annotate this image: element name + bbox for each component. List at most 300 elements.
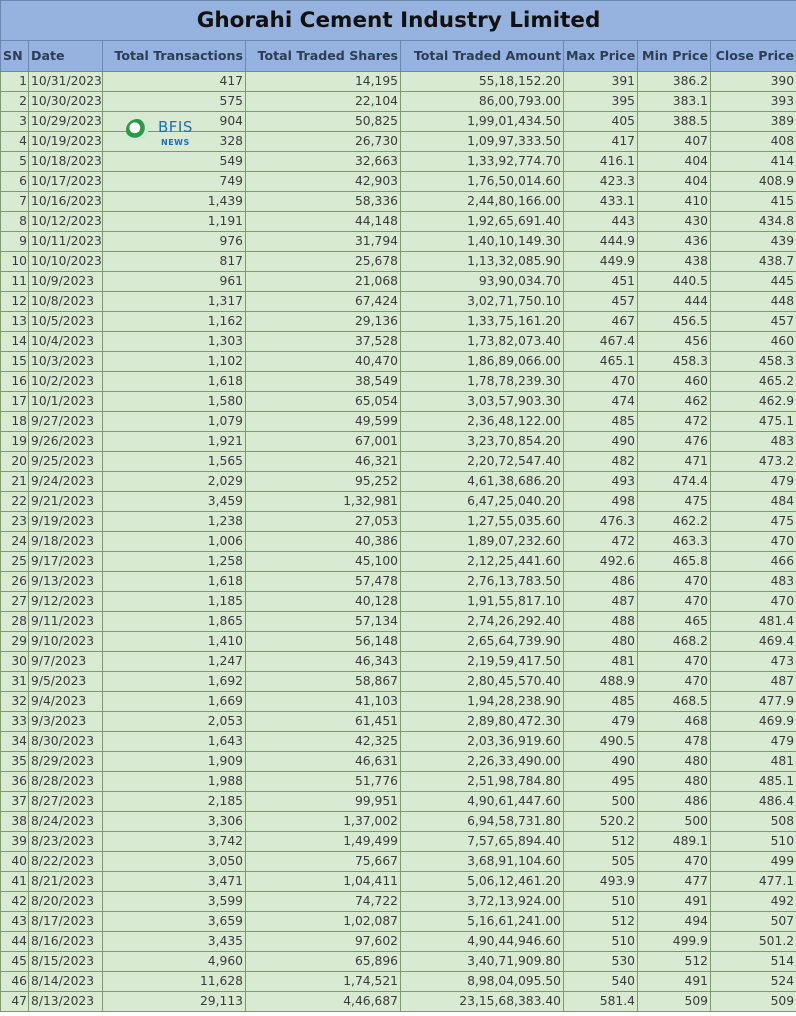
table-cell[interactable]: 9/25/2023 [29, 452, 103, 472]
table-cell[interactable]: 2,185 [103, 792, 246, 812]
table-cell[interactable]: 482 [564, 452, 638, 472]
table-cell[interactable]: 21,068 [246, 272, 401, 292]
table-cell[interactable]: 10/3/2023 [29, 352, 103, 372]
table-cell[interactable]: 4,90,61,447.60 [401, 792, 564, 812]
table-cell[interactable]: 465.1 [564, 352, 638, 372]
table-cell[interactable]: 1,565 [103, 452, 246, 472]
table-cell[interactable]: 58,336 [246, 192, 401, 212]
table-cell[interactable]: 473 [711, 652, 796, 672]
table-cell[interactable]: 61,451 [246, 712, 401, 732]
table-cell[interactable]: 86,00,793.00 [401, 92, 564, 112]
table-cell[interactable]: 491 [638, 892, 711, 912]
table-cell[interactable]: 30 [1, 652, 29, 672]
table-cell[interactable]: 2,03,36,919.60 [401, 732, 564, 752]
table-cell[interactable]: 475 [638, 492, 711, 512]
table-cell[interactable]: 15 [1, 352, 29, 372]
table-cell[interactable]: 10/29/2023 [29, 112, 103, 132]
table-cell[interactable]: 65,054 [246, 392, 401, 412]
table-cell[interactable]: 3,03,57,903.30 [401, 392, 564, 412]
table-cell[interactable]: 31 [1, 672, 29, 692]
table-cell[interactable]: 465.8 [638, 552, 711, 572]
table-cell[interactable]: 462.9 [711, 392, 796, 412]
table-cell[interactable]: 485 [564, 692, 638, 712]
table-cell[interactable]: 1,865 [103, 612, 246, 632]
table-cell[interactable]: 9/7/2023 [29, 652, 103, 672]
table-cell[interactable]: 470 [711, 592, 796, 612]
table-cell[interactable]: 8/15/2023 [29, 952, 103, 972]
table-cell[interactable]: 9/3/2023 [29, 712, 103, 732]
table-cell[interactable]: 469.4 [711, 632, 796, 652]
table-cell[interactable]: 470 [638, 572, 711, 592]
table-cell[interactable]: 510 [564, 892, 638, 912]
table-cell[interactable]: 20 [1, 452, 29, 472]
table-cell[interactable]: 408 [711, 132, 796, 152]
table-cell[interactable]: 4 [1, 132, 29, 152]
table-cell[interactable]: 1,09,97,333.50 [401, 132, 564, 152]
table-cell[interactable]: 440.5 [638, 272, 711, 292]
table-cell[interactable]: 410 [638, 192, 711, 212]
table-cell[interactable]: 46 [1, 972, 29, 992]
table-cell[interactable]: 8/23/2023 [29, 832, 103, 852]
table-cell[interactable]: 1,86,89,066.00 [401, 352, 564, 372]
table-cell[interactable]: 1,185 [103, 592, 246, 612]
table-cell[interactable]: 471 [638, 452, 711, 472]
column-header-4[interactable]: Total Traded Amount [401, 41, 564, 72]
table-cell[interactable]: 41,103 [246, 692, 401, 712]
table-cell[interactable]: 8/14/2023 [29, 972, 103, 992]
table-cell[interactable]: 1,988 [103, 772, 246, 792]
table-cell[interactable]: 417 [564, 132, 638, 152]
table-cell[interactable]: 476 [638, 432, 711, 452]
table-cell[interactable]: 4,90,44,946.60 [401, 932, 564, 952]
table-cell[interactable]: 479 [711, 732, 796, 752]
table-cell[interactable]: 29,136 [246, 312, 401, 332]
table-cell[interactable]: 44 [1, 932, 29, 952]
table-cell[interactable]: 1,74,521 [246, 972, 401, 992]
table-cell[interactable]: 470 [638, 672, 711, 692]
table-cell[interactable]: 500 [564, 792, 638, 812]
table-cell[interactable]: 390 [711, 72, 796, 92]
table-cell[interactable]: 498 [564, 492, 638, 512]
table-cell[interactable]: 389 [711, 112, 796, 132]
table-cell[interactable]: 1,162 [103, 312, 246, 332]
table-cell[interactable]: 38,549 [246, 372, 401, 392]
table-cell[interactable]: 9/21/2023 [29, 492, 103, 512]
table-cell[interactable]: 10/11/2023 [29, 232, 103, 252]
table-cell[interactable]: 438.7 [711, 252, 796, 272]
table-cell[interactable]: 507 [711, 912, 796, 932]
table-cell[interactable]: 490 [564, 752, 638, 772]
table-cell[interactable]: 2,51,98,784.80 [401, 772, 564, 792]
table-cell[interactable]: 405 [564, 112, 638, 132]
table-cell[interactable]: 9 [1, 232, 29, 252]
table-cell[interactable]: 481.4 [711, 612, 796, 632]
column-header-0[interactable]: SN [1, 41, 29, 72]
table-cell[interactable]: 466 [711, 552, 796, 572]
table-cell[interactable]: 1,04,411 [246, 872, 401, 892]
table-cell[interactable]: 487 [711, 672, 796, 692]
table-cell[interactable]: 23 [1, 512, 29, 532]
table-cell[interactable]: 41 [1, 872, 29, 892]
table-cell[interactable]: 1,439 [103, 192, 246, 212]
table-cell[interactable]: 9/27/2023 [29, 412, 103, 432]
table-cell[interactable]: 508 [711, 812, 796, 832]
table-cell[interactable]: 477.1 [711, 872, 796, 892]
table-cell[interactable]: 44,148 [246, 212, 401, 232]
table-cell[interactable]: 458.3 [638, 352, 711, 372]
table-cell[interactable]: 57,478 [246, 572, 401, 592]
table-cell[interactable]: 5,06,12,461.20 [401, 872, 564, 892]
table-cell[interactable]: 1,580 [103, 392, 246, 412]
table-cell[interactable]: 38 [1, 812, 29, 832]
table-cell[interactable]: 3,68,91,104.60 [401, 852, 564, 872]
table-cell[interactable]: 8 [1, 212, 29, 232]
table-cell[interactable]: 407 [638, 132, 711, 152]
column-header-7[interactable]: Close Price [711, 41, 796, 72]
table-cell[interactable]: 3,435 [103, 932, 246, 952]
table-cell[interactable]: 6 [1, 172, 29, 192]
table-cell[interactable]: 904 [103, 112, 246, 132]
table-cell[interactable]: 468 [638, 712, 711, 732]
table-cell[interactable]: 417 [103, 72, 246, 92]
table-cell[interactable]: 415 [711, 192, 796, 212]
table-cell[interactable]: 470 [638, 652, 711, 672]
table-cell[interactable]: 549 [103, 152, 246, 172]
table-cell[interactable]: 2,029 [103, 472, 246, 492]
table-cell[interactable]: 37,528 [246, 332, 401, 352]
table-cell[interactable]: 50,825 [246, 112, 401, 132]
table-cell[interactable]: 473.2 [711, 452, 796, 472]
table-cell[interactable]: 386.2 [638, 72, 711, 92]
table-cell[interactable]: 1,33,75,161.20 [401, 312, 564, 332]
table-cell[interactable]: 486 [638, 792, 711, 812]
table-cell[interactable]: 460 [711, 332, 796, 352]
table-cell[interactable]: 509 [711, 992, 796, 1012]
table-cell[interactable]: 512 [564, 832, 638, 852]
table-cell[interactable]: 430 [638, 212, 711, 232]
table-cell[interactable]: 486 [564, 572, 638, 592]
table-cell[interactable]: 414 [711, 152, 796, 172]
table-cell[interactable]: 55,18,152.20 [401, 72, 564, 92]
table-cell[interactable]: 3,459 [103, 492, 246, 512]
table-cell[interactable]: 495 [564, 772, 638, 792]
table-cell[interactable]: 8/28/2023 [29, 772, 103, 792]
column-header-5[interactable]: Max Price [564, 41, 638, 72]
table-cell[interactable]: 93,90,034.70 [401, 272, 564, 292]
table-cell[interactable]: 3,72,13,924.00 [401, 892, 564, 912]
table-cell[interactable]: 509 [638, 992, 711, 1012]
table-cell[interactable]: 1,669 [103, 692, 246, 712]
table-cell[interactable]: 408.9 [711, 172, 796, 192]
table-cell[interactable]: 479 [711, 472, 796, 492]
table-cell[interactable]: 8,98,04,095.50 [401, 972, 564, 992]
table-cell[interactable]: 10/4/2023 [29, 332, 103, 352]
table-cell[interactable]: 4,960 [103, 952, 246, 972]
table-cell[interactable]: 456 [638, 332, 711, 352]
table-cell[interactable]: 9/12/2023 [29, 592, 103, 612]
table-cell[interactable]: 46,321 [246, 452, 401, 472]
table-cell[interactable]: 460 [638, 372, 711, 392]
table-cell[interactable]: 1 [1, 72, 29, 92]
table-cell[interactable]: 95,252 [246, 472, 401, 492]
table-cell[interactable]: 1,89,07,232.60 [401, 532, 564, 552]
table-cell[interactable]: 1,618 [103, 372, 246, 392]
table-cell[interactable]: 9/11/2023 [29, 612, 103, 632]
table-cell[interactable]: 465 [638, 612, 711, 632]
table-cell[interactable]: 22,104 [246, 92, 401, 112]
table-cell[interactable]: 28 [1, 612, 29, 632]
table-cell[interactable]: 8/22/2023 [29, 852, 103, 872]
table-cell[interactable]: 26,730 [246, 132, 401, 152]
table-cell[interactable]: 4,46,687 [246, 992, 401, 1012]
table-cell[interactable]: 3,471 [103, 872, 246, 892]
table-cell[interactable]: 1,49,499 [246, 832, 401, 852]
table-cell[interactable]: 32,663 [246, 152, 401, 172]
table-cell[interactable]: 10/12/2023 [29, 212, 103, 232]
table-cell[interactable]: 467 [564, 312, 638, 332]
table-cell[interactable]: 29 [1, 632, 29, 652]
table-cell[interactable]: 9/26/2023 [29, 432, 103, 452]
table-cell[interactable]: 465.2 [711, 372, 796, 392]
table-cell[interactable]: 31,794 [246, 232, 401, 252]
table-cell[interactable]: 520.2 [564, 812, 638, 832]
table-cell[interactable]: 500 [638, 812, 711, 832]
table-cell[interactable]: 462 [638, 392, 711, 412]
table-cell[interactable]: 487 [564, 592, 638, 612]
table-cell[interactable]: 3,742 [103, 832, 246, 852]
table-cell[interactable]: 463.3 [638, 532, 711, 552]
table-cell[interactable]: 491 [638, 972, 711, 992]
table-cell[interactable]: 39 [1, 832, 29, 852]
table-cell[interactable]: 468.2 [638, 632, 711, 652]
table-cell[interactable]: 1,303 [103, 332, 246, 352]
table-cell[interactable]: 433.1 [564, 192, 638, 212]
table-cell[interactable]: 1,643 [103, 732, 246, 752]
table-cell[interactable]: 510 [711, 832, 796, 852]
table-cell[interactable]: 470 [564, 372, 638, 392]
table-cell[interactable]: 43 [1, 912, 29, 932]
table-cell[interactable]: 486.4 [711, 792, 796, 812]
table-cell[interactable]: 40,386 [246, 532, 401, 552]
table-cell[interactable]: 481 [711, 752, 796, 772]
table-cell[interactable]: 1,33,92,774.70 [401, 152, 564, 172]
table-cell[interactable]: 2,19,59,417.50 [401, 652, 564, 672]
table-cell[interactable]: 474 [564, 392, 638, 412]
table-cell[interactable]: 8/27/2023 [29, 792, 103, 812]
table-cell[interactable]: 444 [638, 292, 711, 312]
table-cell[interactable]: 46,631 [246, 752, 401, 772]
table-cell[interactable]: 524 [711, 972, 796, 992]
table-cell[interactable]: 1,410 [103, 632, 246, 652]
table-cell[interactable]: 10/1/2023 [29, 392, 103, 412]
table-cell[interactable]: 7 [1, 192, 29, 212]
table-cell[interactable]: 3,599 [103, 892, 246, 912]
table-cell[interactable]: 494 [638, 912, 711, 932]
table-cell[interactable]: 423.3 [564, 172, 638, 192]
table-cell[interactable]: 3,050 [103, 852, 246, 872]
table-cell[interactable]: 475.1 [711, 412, 796, 432]
table-cell[interactable]: 3,659 [103, 912, 246, 932]
table-cell[interactable]: 483 [711, 572, 796, 592]
table-cell[interactable]: 501.2 [711, 932, 796, 952]
table-cell[interactable]: 11,628 [103, 972, 246, 992]
table-cell[interactable]: 393 [711, 92, 796, 112]
table-cell[interactable]: 42 [1, 892, 29, 912]
table-cell[interactable]: 65,896 [246, 952, 401, 972]
table-cell[interactable]: 1,247 [103, 652, 246, 672]
table-cell[interactable]: 479 [564, 712, 638, 732]
table-cell[interactable]: 472 [564, 532, 638, 552]
table-cell[interactable]: 56,148 [246, 632, 401, 652]
table-cell[interactable]: 1,78,78,239.30 [401, 372, 564, 392]
table-cell[interactable]: 2,74,26,292.40 [401, 612, 564, 632]
table-cell[interactable]: 490 [564, 432, 638, 452]
table-cell[interactable]: 480 [638, 772, 711, 792]
table-cell[interactable]: 2,26,33,490.00 [401, 752, 564, 772]
table-cell[interactable]: 575 [103, 92, 246, 112]
table-cell[interactable]: 33 [1, 712, 29, 732]
table-cell[interactable]: 10 [1, 252, 29, 272]
table-cell[interactable]: 1,191 [103, 212, 246, 232]
table-cell[interactable]: 1,102 [103, 352, 246, 372]
table-cell[interactable]: 540 [564, 972, 638, 992]
table-cell[interactable]: 476.3 [564, 512, 638, 532]
table-cell[interactable]: 2,65,64,739.90 [401, 632, 564, 652]
table-cell[interactable]: 1,32,981 [246, 492, 401, 512]
table-cell[interactable]: 493 [564, 472, 638, 492]
table-cell[interactable]: 1,76,50,014.60 [401, 172, 564, 192]
table-cell[interactable]: 477.9 [711, 692, 796, 712]
table-cell[interactable]: 817 [103, 252, 246, 272]
table-cell[interactable]: 8/17/2023 [29, 912, 103, 932]
table-cell[interactable]: 8/29/2023 [29, 752, 103, 772]
table-cell[interactable]: 478 [638, 732, 711, 752]
table-cell[interactable]: 488.9 [564, 672, 638, 692]
table-cell[interactable]: 9/24/2023 [29, 472, 103, 492]
table-cell[interactable]: 961 [103, 272, 246, 292]
table-cell[interactable]: 75,667 [246, 852, 401, 872]
table-cell[interactable]: 1,99,01,434.50 [401, 112, 564, 132]
table-cell[interactable]: 462.2 [638, 512, 711, 532]
table-cell[interactable]: 512 [638, 952, 711, 972]
table-cell[interactable]: 2,76,13,783.50 [401, 572, 564, 592]
table-cell[interactable]: 434.8 [711, 212, 796, 232]
table-cell[interactable]: 472 [638, 412, 711, 432]
table-cell[interactable]: 457 [564, 292, 638, 312]
table-cell[interactable]: 2 [1, 92, 29, 112]
table-cell[interactable]: 1,909 [103, 752, 246, 772]
table-cell[interactable]: 9/13/2023 [29, 572, 103, 592]
table-cell[interactable]: 25,678 [246, 252, 401, 272]
table-cell[interactable]: 10/5/2023 [29, 312, 103, 332]
table-cell[interactable]: 49,599 [246, 412, 401, 432]
table-cell[interactable]: 492 [711, 892, 796, 912]
column-header-1[interactable]: Date [29, 41, 103, 72]
table-cell[interactable]: 9/4/2023 [29, 692, 103, 712]
table-cell[interactable]: 3 [1, 112, 29, 132]
table-cell[interactable]: 383.1 [638, 92, 711, 112]
table-cell[interactable]: 475 [711, 512, 796, 532]
table-cell[interactable]: 99,951 [246, 792, 401, 812]
table-cell[interactable]: 8/24/2023 [29, 812, 103, 832]
table-cell[interactable]: 449.9 [564, 252, 638, 272]
table-cell[interactable]: 37 [1, 792, 29, 812]
table-cell[interactable]: 391 [564, 72, 638, 92]
table-cell[interactable]: 395 [564, 92, 638, 112]
table-cell[interactable]: 470 [638, 592, 711, 612]
column-header-3[interactable]: Total Traded Shares [246, 41, 401, 72]
table-cell[interactable]: 45 [1, 952, 29, 972]
table-cell[interactable]: 2,053 [103, 712, 246, 732]
table-cell[interactable]: 1,37,002 [246, 812, 401, 832]
table-cell[interactable]: 470 [638, 852, 711, 872]
table-cell[interactable]: 67,424 [246, 292, 401, 312]
table-cell[interactable]: 19 [1, 432, 29, 452]
table-cell[interactable]: 1,921 [103, 432, 246, 452]
table-cell[interactable]: 7,57,65,894.40 [401, 832, 564, 852]
table-cell[interactable]: 47 [1, 992, 29, 1012]
table-cell[interactable]: 444.9 [564, 232, 638, 252]
table-cell[interactable]: 26 [1, 572, 29, 592]
column-header-6[interactable]: Min Price [638, 41, 711, 72]
table-cell[interactable]: 1,02,087 [246, 912, 401, 932]
table-cell[interactable]: 1,40,10,149.30 [401, 232, 564, 252]
table-cell[interactable]: 1,13,32,085.90 [401, 252, 564, 272]
table-cell[interactable]: 27,053 [246, 512, 401, 532]
table-cell[interactable]: 45,100 [246, 552, 401, 572]
table-cell[interactable]: 58,867 [246, 672, 401, 692]
table-cell[interactable]: 499.9 [638, 932, 711, 952]
table-cell[interactable]: 10/16/2023 [29, 192, 103, 212]
table-cell[interactable]: 474.4 [638, 472, 711, 492]
table-cell[interactable]: 51,776 [246, 772, 401, 792]
table-cell[interactable]: 42,325 [246, 732, 401, 752]
table-cell[interactable]: 470 [711, 532, 796, 552]
table-cell[interactable]: 457 [711, 312, 796, 332]
table-cell[interactable]: 10/18/2023 [29, 152, 103, 172]
table-cell[interactable]: 469.9 [711, 712, 796, 732]
table-cell[interactable]: 1,079 [103, 412, 246, 432]
table-cell[interactable]: 46,343 [246, 652, 401, 672]
table-cell[interactable]: 22 [1, 492, 29, 512]
table-cell[interactable]: 40,470 [246, 352, 401, 372]
table-cell[interactable]: 749 [103, 172, 246, 192]
table-cell[interactable]: 1,238 [103, 512, 246, 532]
table-cell[interactable]: 29,113 [103, 992, 246, 1012]
table-cell[interactable]: 456.5 [638, 312, 711, 332]
table-cell[interactable]: 32 [1, 692, 29, 712]
table-cell[interactable]: 416.1 [564, 152, 638, 172]
table-cell[interactable]: 40 [1, 852, 29, 872]
table-cell[interactable]: 2,20,72,547.40 [401, 452, 564, 472]
table-cell[interactable]: 3,23,70,854.20 [401, 432, 564, 452]
table-cell[interactable]: 6,94,58,731.80 [401, 812, 564, 832]
table-cell[interactable]: 448 [711, 292, 796, 312]
table-cell[interactable]: 480 [638, 752, 711, 772]
table-cell[interactable]: 2,12,25,441.60 [401, 552, 564, 572]
table-cell[interactable]: 57,134 [246, 612, 401, 632]
table-cell[interactable]: 12 [1, 292, 29, 312]
table-cell[interactable]: 74,722 [246, 892, 401, 912]
table-cell[interactable]: 67,001 [246, 432, 401, 452]
table-cell[interactable]: 10/31/2023 [29, 72, 103, 92]
table-cell[interactable]: 483 [711, 432, 796, 452]
table-cell[interactable]: 25 [1, 552, 29, 572]
table-cell[interactable]: 8/20/2023 [29, 892, 103, 912]
table-cell[interactable]: 13 [1, 312, 29, 332]
table-cell[interactable]: 1,006 [103, 532, 246, 552]
table-cell[interactable]: 9/10/2023 [29, 632, 103, 652]
